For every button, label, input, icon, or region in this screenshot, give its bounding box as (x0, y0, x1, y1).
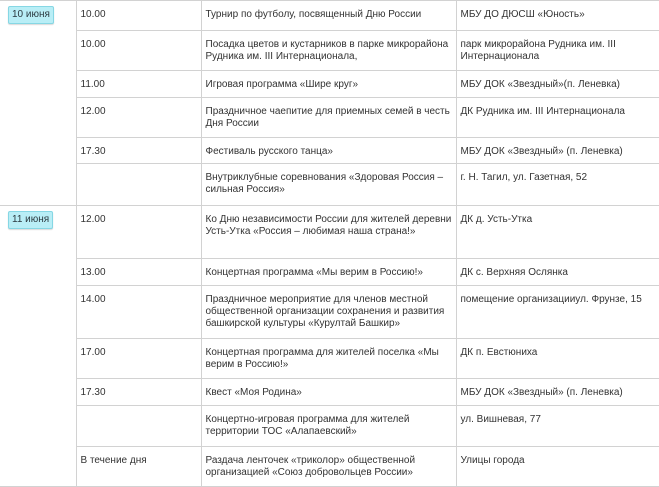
place-cell: ДК п. Евстюниха (456, 339, 659, 379)
event-cell: Игровая программа «Шире круг» (201, 71, 456, 98)
event-cell: Фестиваль русского танца» (201, 138, 456, 164)
table-row (0, 447, 659, 487)
table-row (0, 379, 659, 406)
time-cell: 12.00 (76, 206, 201, 259)
table-row (0, 31, 659, 71)
place-cell: парк микрорайона Рудника им. III Интернационала (456, 31, 659, 71)
event-cell: Концертная программа для жителей поселка «Мы верим в Россию!» (201, 339, 456, 379)
time-cell: 14.00 (76, 286, 201, 339)
date-cell (0, 206, 76, 487)
time-cell: 12.00 (76, 98, 201, 138)
place-cell: Улицы города (456, 447, 659, 487)
place-cell: МБУ ДОК «Звездный» (п. Леневка) (456, 379, 659, 406)
place-cell: ДК с. Верхняя Ослянка (456, 259, 659, 286)
time-cell: 10.00 (76, 1, 201, 31)
table-row (0, 71, 659, 98)
date-badge: 10 июня (8, 6, 54, 24)
time-cell (76, 164, 201, 206)
place-cell: ул. Вишневая, 77 (456, 406, 659, 447)
event-cell: Раздача ленточек «триколор» общественной организацией «Союз добровольцев России» (201, 447, 456, 487)
table-row (0, 1, 659, 31)
date-badge: 11 июня (8, 211, 53, 229)
place-cell: г. Н. Тагил, ул. Газетная, 52 (456, 164, 659, 206)
date-cell (0, 1, 76, 206)
place-cell: ДК Рудника им. III Интернационала (456, 98, 659, 138)
table-row (0, 138, 659, 164)
table-row (0, 206, 659, 259)
event-cell: Внутриклубные соревнования «Здоровая Россия – сильная Россия» (201, 164, 456, 206)
place-cell: МБУ ДОК «Звездный»(п. Леневка) (456, 71, 659, 98)
place-cell: МБУ ДОК «Звездный» (п. Леневка) (456, 138, 659, 164)
event-cell: Ко Дню независимости России для жителей деревни Усть-Утка «Россия – любимая наша страна!» (201, 206, 456, 259)
table-row (0, 286, 659, 339)
event-cell: Праздничное чаепитие для приемных семей в честь Дня России (201, 98, 456, 138)
event-cell: Праздничное мероприятие для членов местной общественной организации сохранения и развития башкирской культуры «Курултай Башкир» (201, 286, 456, 339)
time-cell: 17.30 (76, 138, 201, 164)
table-row (0, 98, 659, 138)
time-cell: 13.00 (76, 259, 201, 286)
event-cell: Посадка цветов и кустарников в парке микрорайона Рудника им. III Интернационала, (201, 31, 456, 71)
time-cell: 11.00 (76, 71, 201, 98)
time-cell: 10.00 (76, 31, 201, 71)
table-row (0, 339, 659, 379)
time-cell: В течение дня (76, 447, 201, 487)
place-cell: МБУ ДО ДЮСШ «Юность» (456, 1, 659, 31)
event-cell: Концертно-игровая программа для жителей территории ТОС «Алапаевский» (201, 406, 456, 447)
table-row (0, 406, 659, 447)
time-cell: 17.00 (76, 339, 201, 379)
table-row (0, 164, 659, 206)
time-cell: 17.30 (76, 379, 201, 406)
event-cell: Квест «Моя Родина» (201, 379, 456, 406)
time-cell (76, 406, 201, 447)
event-cell: Концертная программа «Мы верим в Россию!» (201, 259, 456, 286)
place-cell: помещение организацииул. Фрунзе, 15 (456, 286, 659, 339)
table-row (0, 259, 659, 286)
event-cell: Турнир по футболу, посвященный Дню России (201, 1, 456, 31)
place-cell: ДК д. Усть-Утка (456, 206, 659, 259)
